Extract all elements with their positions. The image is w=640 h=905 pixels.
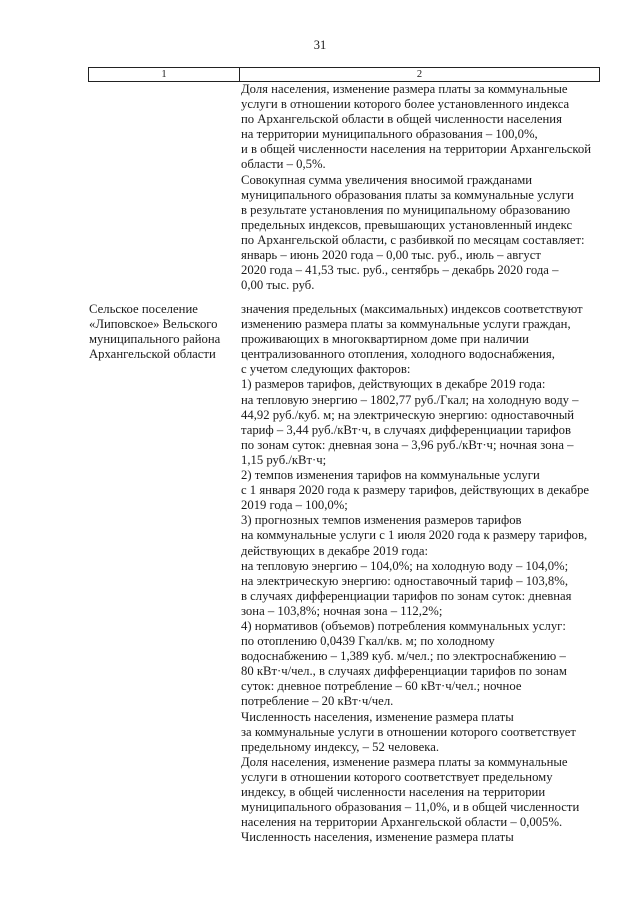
row1-right-cell: [241, 82, 601, 293]
text-line: водоснабжению – 1,389 куб. м/чел.; по электроснабжению –: [241, 649, 566, 664]
text-line: услуги в отношении которого соответствует предельному: [241, 769, 553, 784]
text-line: 44,92 руб./куб. м; на электрическую энергию: одноставочный: [241, 407, 575, 422]
text-line: на тепловую энергию – 1802,77 руб./Гкал; на холодную воду –: [241, 392, 579, 407]
text-line: 2) темпов изменения тарифов на коммунальные услуги: [241, 468, 540, 483]
text-line: 3) прогнозных темпов изменения размеров тарифов: [241, 513, 522, 528]
text-line: 2019 года – 100,0%;: [241, 498, 348, 513]
municipality-name-line: Сельское поселение: [89, 302, 198, 316]
text-line: по Архангельской области, с разбивкой по месяцам составляет:: [241, 232, 585, 247]
text-line: изменению размера платы за коммунальные услуги граждан,: [241, 317, 571, 332]
text-line: с учетом следующих факторов:: [241, 362, 411, 377]
table-header-row: [88, 67, 600, 82]
text-line: январь – июнь 2020 года – 0,00 тыс. руб., июль – август: [241, 248, 541, 263]
text-line: Доля населения, изменение размера платы за коммунальные: [241, 754, 568, 769]
text-line: муниципального образования платы за коммунальные услуги: [241, 187, 574, 202]
text-line: 4) нормативов (объемов) потребления коммунальных услуг:: [241, 618, 566, 633]
row2-right-cell: [241, 302, 601, 845]
text-line: индексу, в общей численности населения на территории: [241, 785, 546, 799]
text-line: с 1 января 2020 года к размеру тарифов, действующих в декабре: [241, 483, 590, 498]
text-line: тариф – 3,44 руб./кВт·ч, в случаях дифференциации тарифов: [241, 422, 571, 437]
text-line: и в общей численности населения на территории Архангельской: [241, 142, 592, 157]
text-line: 1,15 руб./кВт·ч;: [241, 452, 327, 467]
table-header-col-1: 1: [89, 68, 240, 81]
text-line: зона – 103,8%; ночная зона – 112,2%;: [241, 603, 443, 618]
text-line: 2020 года – 41,53 тыс. руб., сентябрь – декабрь 2020 года –: [241, 263, 559, 278]
text-line: 1) размеров тарифов, действующих в декабре 2019 года:: [241, 377, 546, 392]
page-number: 31: [313, 38, 327, 52]
text-line: на электрическую энергию: одноставочный тариф – 103,8%,: [241, 573, 569, 588]
text-line: суток: дневное потребление – 60 кВт·ч/чел.; ночное: [241, 679, 522, 694]
text-line: услуги в отношении которого более установленного индекса: [241, 97, 570, 112]
text-line: на территории муниципального образования – 100,0%,: [241, 127, 538, 142]
text-line: по зонам суток: дневная зона – 3,96 руб./кВт·ч; ночная зона –: [241, 437, 574, 452]
municipality-name-line: «Липовское» Вельского: [89, 317, 218, 332]
text-line: Совокупная сумма увеличения вносимой гражданами: [241, 172, 533, 187]
text-line: по отоплению 0,0439 Гкал/кв. м; по холодному: [241, 634, 495, 649]
text-line: Доля населения, изменение размера платы за коммунальные: [241, 82, 568, 96]
text-line: населения на территории Архангельской области – 0,005%.: [241, 815, 563, 830]
municipality-name-line: Архангельской области: [89, 347, 216, 362]
text-line: предельному индексу, – 52 человека.: [241, 739, 440, 754]
text-line: 0,00 тыс. руб.: [241, 278, 315, 293]
text-line: действующих в декабре 2019 года:: [241, 543, 428, 558]
text-line: за коммунальные услуги в отношении которого соответствует: [241, 724, 576, 739]
municipality-name-line: муниципального района: [89, 332, 221, 347]
text-line: в результате установления по муниципальному образованию: [241, 202, 571, 217]
text-line: на коммунальные услуги с 1 июля 2020 года к размеру тарифов,: [241, 528, 588, 543]
text-line: в случаях дифференциации тарифов по зонам суток: дневная: [241, 588, 572, 603]
text-line: по Архангельской области в общей численности населения: [241, 112, 562, 127]
text-line: на тепловую энергию – 104,0%; на холодную воду – 104,0%;: [241, 558, 569, 573]
text-line: потребление – 20 кВт·ч/чел.: [241, 694, 394, 709]
text-line: Численность населения, изменение размера платы: [241, 709, 514, 724]
text-line: проживающих в многоквартирном доме при наличии: [241, 332, 529, 347]
text-line: предельных индексов, превышающих установленный индекс: [241, 217, 573, 232]
text-line: Численность населения, изменение размера платы: [241, 830, 514, 845]
municipality-name-cell: [89, 302, 239, 362]
text-line: муниципального образования – 11,0%, и в общей численности: [241, 800, 580, 815]
table-header-col-2: 2: [416, 69, 423, 80]
text-line: значения предельных (максимальных) индексов соответствуют: [241, 302, 583, 316]
text-line: 80 кВт·ч/чел., в случаях дифференциации тарифов по зонам: [241, 664, 567, 679]
text-line: области – 0,5%.: [241, 157, 326, 172]
text-line: централизованного отопления, холодного водоснабжения,: [241, 347, 555, 362]
